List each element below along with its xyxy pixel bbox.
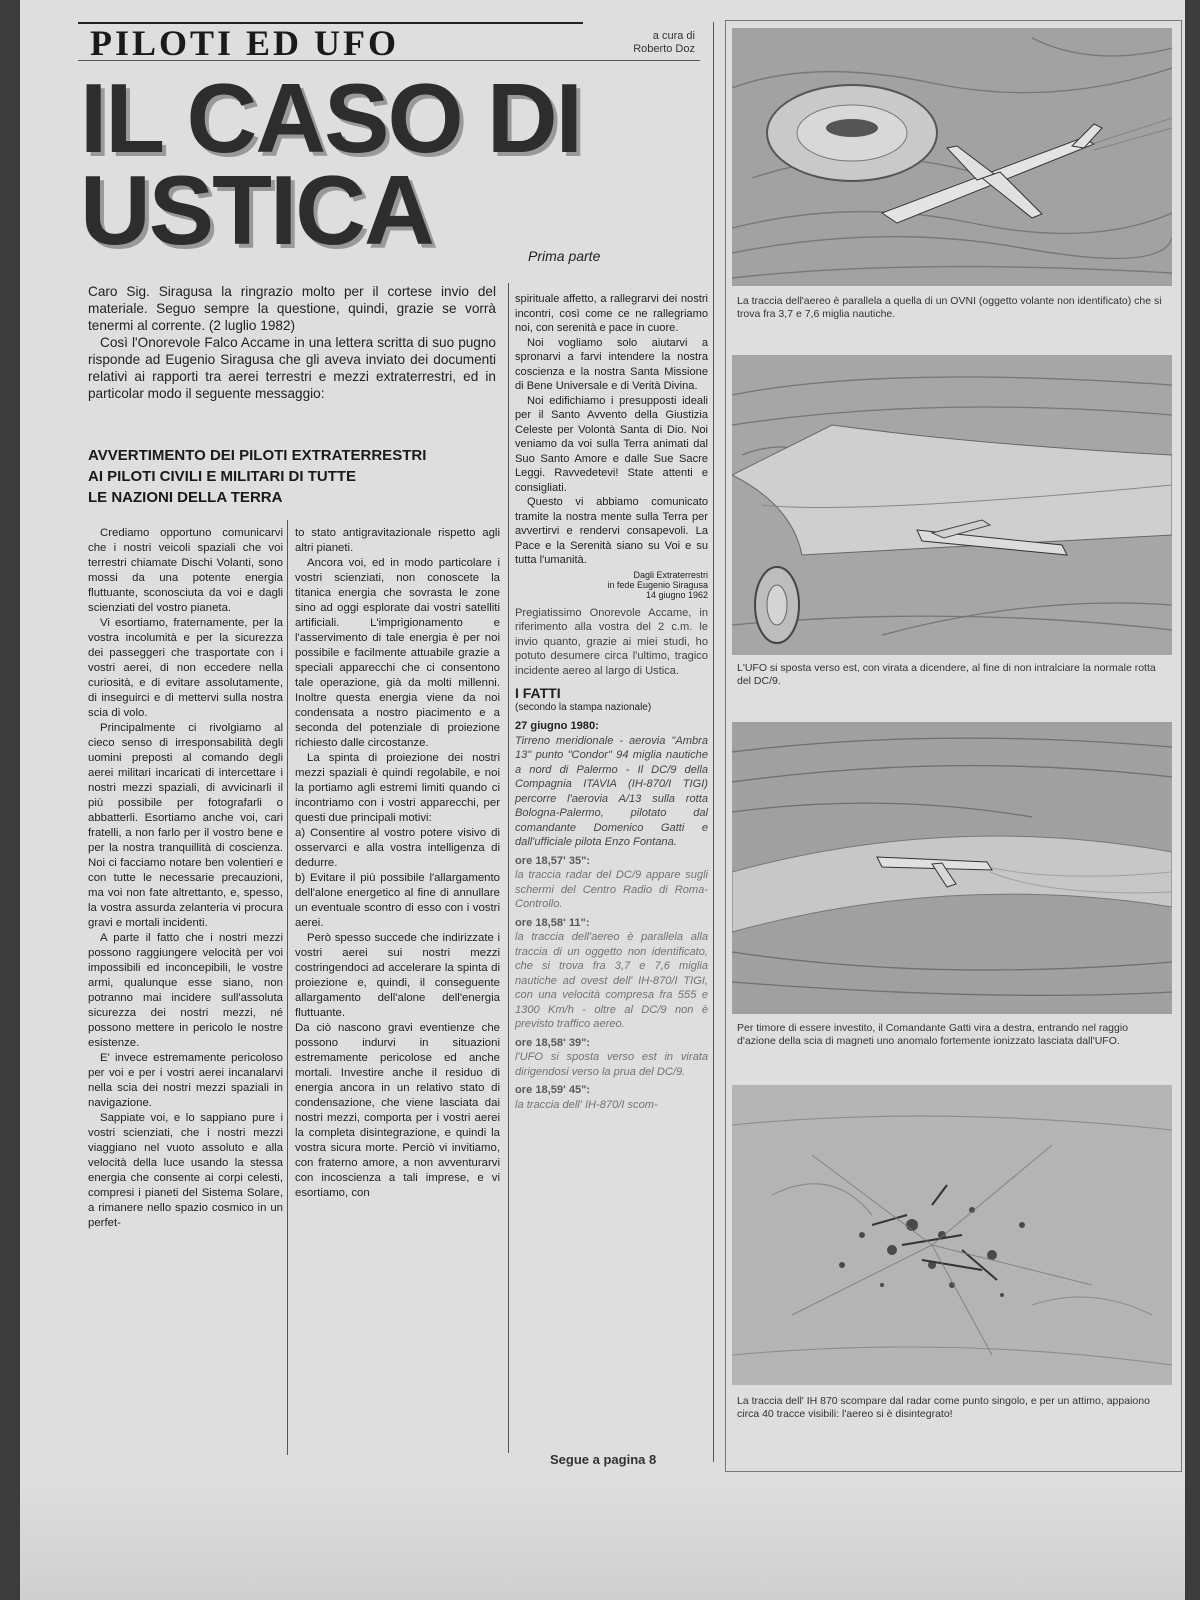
article-column-1 bbox=[88, 526, 283, 1231]
ufo-and-plane-illustration bbox=[732, 28, 1172, 286]
article-paragraph: spirituale affetto, a rallegrarvi dei nostri incontri, così come ce ne rallegriamo noi, con serenità e pace in cuore. bbox=[515, 293, 708, 334]
column-rule bbox=[713, 22, 714, 1462]
continued-note: Segue a pagina 8 bbox=[550, 1452, 657, 1467]
illustration-caption: La traccia dell'aereo è parallela a quella di un OVNI (oggetto volante non identificato) che si trova fra 3,7 e 7,6 miglia nautiche. bbox=[737, 295, 1162, 320]
fact-event: la traccia dell' IH-870/I scom- bbox=[515, 1098, 658, 1111]
article-paragraph: Noi vogliamo solo aiutarvi a spronarvi a farvi intendere la nostra coscienza e la nostra Santa Missione di Bene Universale e di Verità Divina. bbox=[515, 336, 708, 392]
magazine-page bbox=[20, 0, 1185, 1600]
fact-date: 27 giugno 1980: bbox=[515, 720, 599, 732]
fact-event: la traccia radar del DC/9 appare sugli schermi del Centro Radio di Roma-Controllo. bbox=[515, 869, 708, 910]
fact-event: Tirreno meridionale - aerovia "Ambra 13" punto "Condor" 94 miglia nautiche a nord di Palermo - Il DC/9 della Compagnia ITAVIA (IH-870/I TIGI) percorre l'aerovia A/13 sulla rotta Bologna-Palermo, pilotato dal comandante Domenico Gatti e dall'ufficiale pilota Enzo Fontana. bbox=[515, 734, 708, 848]
warning-heading bbox=[88, 445, 508, 508]
article-paragraph: Da ciò nascono gravi eventienze che possono indurvi in situazioni estremamente pericolose ed anche mortali. Investire anche il residuo di energia ancora in un relativo stato di condensazione, che viene lasciata dai nostri mezzi, comporta per i vostri aerei la completa disintegrazione, e quindi la vostra sicura morte. Perciò vi invitiamo, con fraterno amore, a non avventurarvi con incoscienza a tali imprese, e vi esortiamo, con bbox=[295, 1022, 500, 1199]
headline-line-1: IL CASO DI bbox=[80, 63, 581, 173]
article-paragraph: La spinta di proiezione dei nostri mezzi spaziali è quindi regolabile, e noi la portiamo agli estremi limiti quando ci incontriamo con i vostri apparecchi, per questi due principali motivi: bbox=[295, 752, 500, 824]
illustration-caption: L'UFO si sposta verso est, con virata a dicendere, al fine di non intralciare la normale rotta del DC/9. bbox=[737, 662, 1156, 687]
warning-heading-line: LE NAZIONI DELLA TERRA bbox=[88, 489, 283, 506]
article-column-3 bbox=[515, 292, 708, 1112]
article-paragraph: Principalmente ci rivolgiamo al cieco senso di irresponsabilità degli uomini preposti al comando degli aerei militari incaricati di intercettare i nostri mezzi spaziali, di avvicinarli il più possibile per fotografarli o abbatterli. Esortiamo anche voi, cari fratelli, a non farlo per il vostro bene e per la nostra tranquillità di coscienza. Noi ci facciamo notare ben volentieri e con tutte le necessarie precauzioni, ma voi non fate altrettanto, e, spesso, la vostra assurda zelanteria vi procura gravi e mortali incidenti. bbox=[88, 722, 283, 929]
fact-time: ore 18,58' 39": bbox=[515, 1036, 591, 1049]
intro-paragraph: Così l'Onorevole Falco Accame in una lettera scritta di suo pugno risponde ad Eugenio Siragusa che gli aveva inviato dei documenti relativi ai rapporti tra aerei terrestri e mezzi extraterrestri, ed in particolar modo il seguente messaggio: bbox=[88, 335, 496, 401]
column-rule bbox=[287, 520, 288, 1455]
article-paragraph: Ancora voi, ed in modo particolare i vostri scienziati, non conoscete la titanica energia che sovrasta le zone sino ad oggi esplorate dai vostri satelliti artificiali. L'imprigionamento e l'asservimento di tale energia è per noi possibile e facilmente attuabile grazie a speciali apparecchi che ci consentono tale operazione, già da molti millenni. Inoltre questa energia viene da noi condensata a nostro piacimento e a seconda del potenziale di proiezione richiesto dalle circostanze. bbox=[295, 557, 500, 749]
section-title: PILOTI ED UFO bbox=[90, 23, 400, 63]
part-label: Prima parte bbox=[528, 248, 601, 264]
facts-note: (secondo la stampa nazionale) bbox=[515, 701, 652, 713]
article-paragraph: b) Evitare il più possibile l'allargamento dell'alone energetico al fine di annullare un eventuale scontro di esso con i vostri aerei. bbox=[295, 872, 500, 929]
signature-line: in fede Eugenio Siragusa bbox=[607, 579, 708, 590]
headline-line-2: USTICA bbox=[80, 155, 433, 265]
headline bbox=[80, 63, 680, 265]
article-paragraph: Questo vi abbiamo comunicato tramite la nostra mente sulla Terra per avvertirvi e rendervi consapevoli. La Pace e la Serenità siano su Voi e su tutta l'umanità. bbox=[515, 496, 708, 566]
signature-line: 14 giugno 1962 bbox=[645, 589, 708, 600]
intro-text bbox=[88, 283, 496, 402]
curator-credit bbox=[595, 30, 695, 56]
article-paragraph: Crediamo opportuno comunicarvi che i nostri veicoli spaziali che voi terrestri chiamate Dischi Volanti, sono mossi da una potente energia fluttuante, sconosciuta da voi e dagli scienziati del vostro pianeta. bbox=[88, 527, 283, 614]
article-paragraph: Però spesso succede che indirizzate i vostri aerei sui nostri mezzi costringendoci ad accelerare la spinta di proiezione e, quindi, il conseguente allargamento dell'alone dell'energia fluttuante. bbox=[295, 932, 500, 1019]
article-paragraph: Sappiate voi, e lo sappiano pure i vostri scienziati, che i nostri mezzi viaggiano nel vuoto assoluto e alla velocità della luce usando la stessa energia che consente ai corpi celesti, compresi i pianeti del Sistema Solare, a rimanere nello spazio cosmico in un perfet- bbox=[88, 1112, 283, 1229]
signature-line: Dagli Extraterrestri bbox=[633, 569, 708, 580]
fact-event: la traccia dell'aereo è parallela alla traccia di un oggetto non identificato, che si trova fra 3,7 e 7,6 miglia nautiche ad ovest dell' IH-870/I TIGI, con una velocità compresa fra 555 e 1300 Km/h - oltre al DC/9 non è previsto traffico aereo. bbox=[515, 931, 708, 1030]
illustration-caption: La traccia dell' IH 870 scompare dal radar come punto singolo, e per un attimo, appaiono circa 40 tracce visibili: l'aereo si è disintegrato! bbox=[737, 1395, 1150, 1420]
article-paragraph: to stato antigravitazionale rispetto agli altri pianeti. bbox=[295, 527, 500, 554]
plane-turning-illustration bbox=[732, 722, 1172, 1014]
intro-paragraph: Caro Sig. Siragusa la ringrazio molto per il cortese invio del materiale. Seguo sempre la questione, quindi, grazie se vorrà tenermi al corrente. (2 luglio 1982) bbox=[88, 284, 496, 333]
letter-text: Pregiatissimo Onorevole Accame, in riferimento alla vostra del 2 c.m. le invio quanto, grazie ai miei studi, ho potuto desumere circa l'ultimo, tragico incidente aereo al largo di Ustica. bbox=[515, 606, 708, 677]
article-paragraph: Vi esortiamo, fraternamente, per la vostra incolumità e per la sicurezza dei passeggeri che trasportate con i vostri aerei, di non eccedere nella curiosità, e di evitare assolutamente, di inseguirci e di mettervi sulla nostra scia di volo. bbox=[88, 617, 283, 719]
fact-time: ore 18,58' 11": bbox=[515, 916, 590, 929]
facts-heading: I FATTI bbox=[515, 685, 561, 701]
article-paragraph: Noi edifichiamo i presupposti ideali per il Santo Avvento della Giustizia Celeste per Volontà Santa di Dio. Noi veniamo da voi sulla Terra animati dal Suo Santo Amore e dalle Sue Sacre Leggi. Ravvedetevi! State attenti e consigliati. bbox=[515, 394, 708, 494]
ufo-veering-illustration bbox=[732, 355, 1172, 655]
fact-time: ore 18,57' 35": bbox=[515, 854, 591, 867]
plane-disintegration-illustration bbox=[732, 1085, 1172, 1385]
warning-heading-line: AI PILOTI CIVILI E MILITARI DI TUTTE bbox=[88, 468, 357, 485]
warning-heading-line: AVVERTIMENTO DEI PILOTI EXTRATERRESTRI bbox=[88, 447, 427, 464]
page-shadow bbox=[20, 1480, 1185, 1600]
article-column-2 bbox=[295, 526, 500, 1201]
article-paragraph: E' invece estremamente pericoloso per voi e per i vostri aerei incanalarvi nella scia dei nostri mezzi spaziali in navigazione. bbox=[88, 1052, 283, 1109]
curator-label: a cura di bbox=[652, 30, 695, 42]
fact-event: l'UFO si sposta verso est in virata dirigendosi verso la prua del DC/9. bbox=[515, 1051, 708, 1078]
fact-time: ore 18,59' 45": bbox=[515, 1084, 591, 1096]
signature bbox=[515, 570, 708, 600]
column-rule bbox=[508, 283, 509, 1453]
article-paragraph: A parte il fatto che i nostri mezzi possono raggiungere velocità per voi impossibili ed inconcepibili, le vostre armi, qualunque esse siano, non potranno mai incidere sull'assoluta sicurezza dei nostri mezzi, né possono mettere in pericolo le nostre esistenze. bbox=[88, 932, 283, 1049]
curator-name: Roberto Doz bbox=[633, 43, 695, 55]
illustration-caption: Per timore di essere investito, il Comandante Gatti vira a destra, entrando nel raggio d'azione della scia di magneti uno anomalo fortemente ionizzato lasciata dall'UFO. bbox=[737, 1022, 1129, 1047]
article-paragraph: a) Consentire al vostro potere visivo di osservarci e alla vostra intelligenza di dedurre. bbox=[295, 827, 500, 869]
